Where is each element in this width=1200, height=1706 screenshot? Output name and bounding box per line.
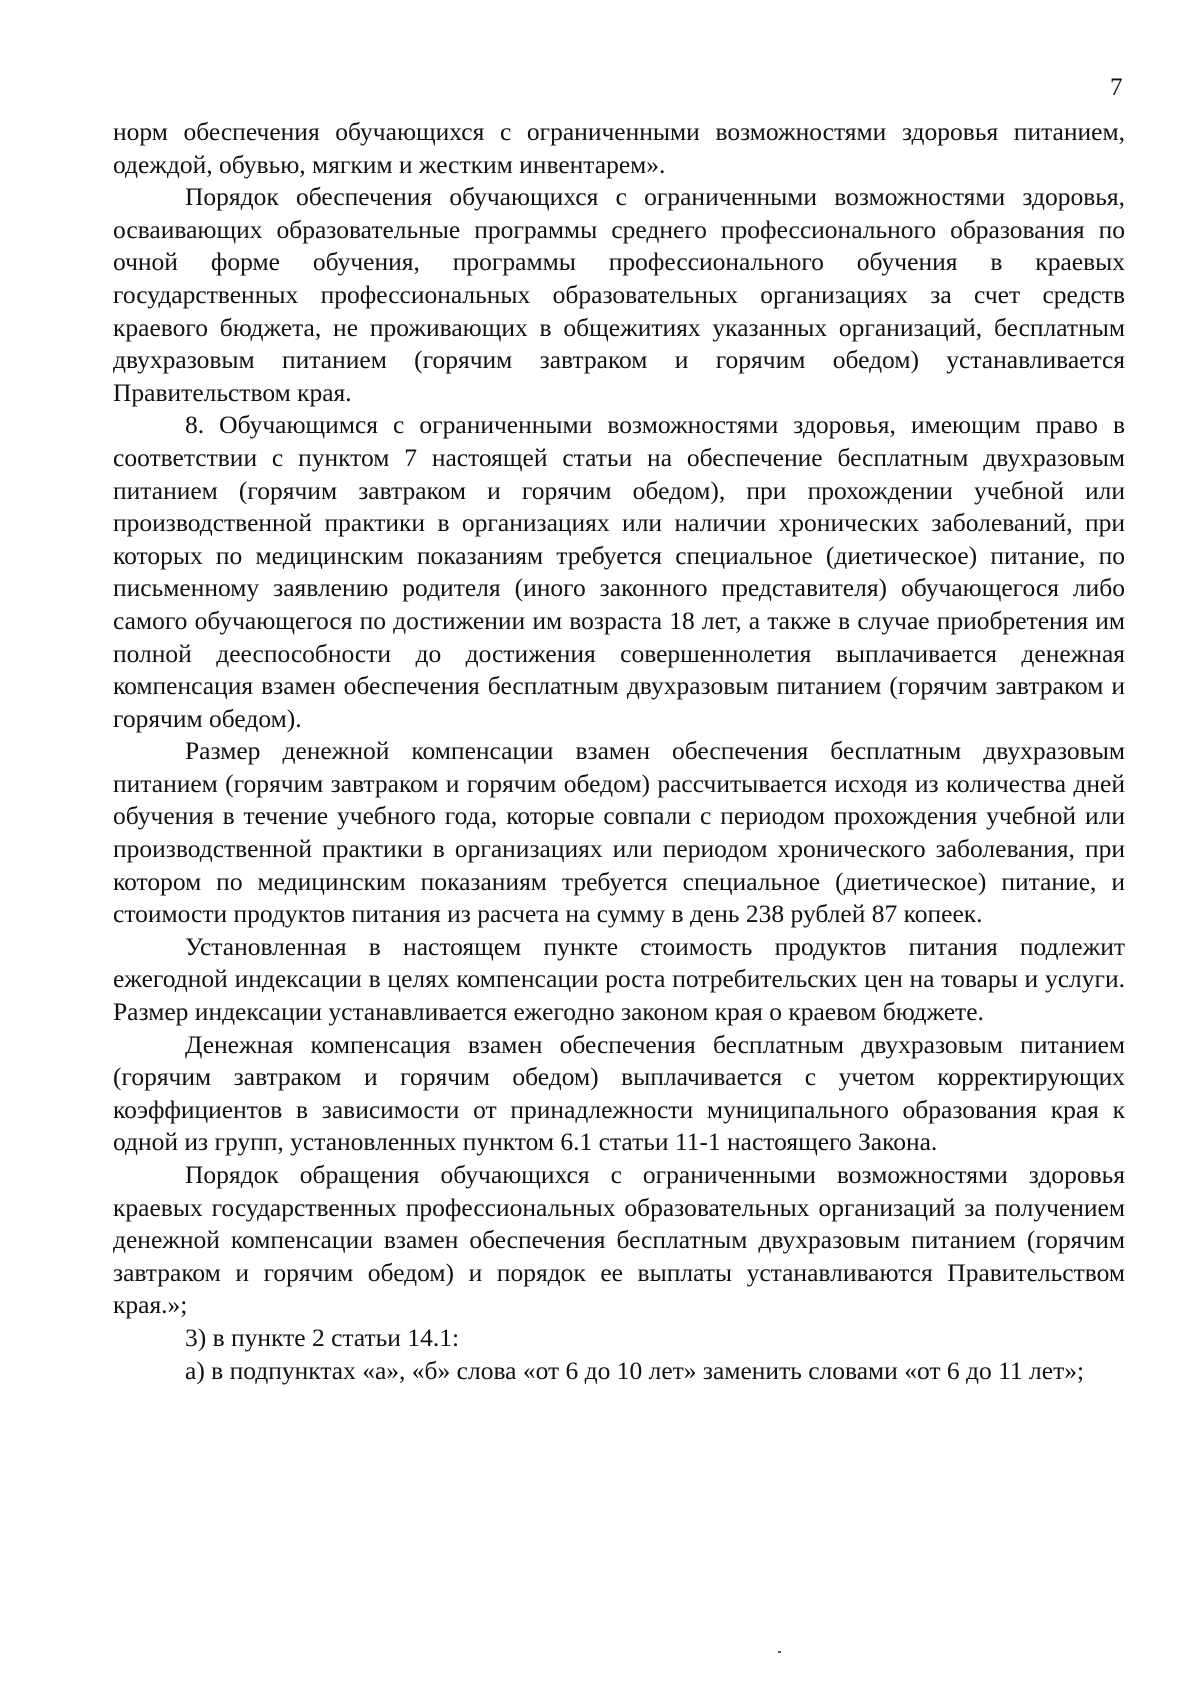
paragraph: Порядок обращения обучающихся с ограниченными возможностями здоровья краевых государственных профессиональных образовательных организаций за получением денежной компенсации взамен обеспечения бесплатным двухразовым питанием (горячим завтраком и горячим обедом) и порядок ее выплаты устанавливаются Правительством края.»; xyxy=(113,1160,1125,1320)
paragraph: Порядок обеспечения обучающихся с ограниченными возможностями здоровья, осваивающих образовательные программы среднего профессионального образования по очной форме обучения, программы профессионального обучения в краевых государственных профессиональных образовательных организациях за счет средств краевого бюджета, не проживающих в общежитиях указанных организаций, бесплатным двухразовым питанием (горячим завтраком и горячим обедом) устанавливается Правительством края. xyxy=(113,182,1125,407)
scan-artifact-dot xyxy=(778,1651,781,1653)
paragraph: Размер денежной компенсации взамен обеспечения бесплатным двухразовым питанием (горячим завтраком и горячим обедом) рассчитывается исходя из количества дней обучения в течение учебного года, которые совпали с периодом прохождения учебной или производственной практики в организациях или периодом хронического заболевания, при котором по медицинским показаниям требуется специальное (диетическое) питание, и стоимости продуктов питания из расчета на сумму в день 238 рублей 87 копеек. xyxy=(113,736,1125,929)
document-body xyxy=(113,116,1125,1387)
page-number: 7 xyxy=(1110,74,1123,101)
paragraph: 3) в пункте 2 статьи 14.1: xyxy=(185,1322,460,1352)
paragraph: 8. Обучающимся с ограниченными возможностями здоровья, имеющим право в соответствии с пунктом 7 настоящей статьи на обеспечение бесплатным двухразовым питанием (горячим завтраком и горячим обедом), при прохождении учебной или производственной практики в организациях или наличии хронических заболеваний, при которых по медицинским показаниям требуется специальное (диетическое) питание, по письменному заявлению родителя (иного законного представителя) обучающегося либо самого обучающегося по достижении им возраста 18 лет, а также в случае приобретения им полной дееспособности до достижения совершеннолетия выплачивается денежная компенсация взамен обеспечения бесплатным двухразовым питанием (горячим завтраком и горячим обедом). xyxy=(113,410,1125,733)
paragraph: Денежная компенсация взамен обеспечения бесплатным двухразовым питанием (горячим завтраком и горячим обедом) выплачивается с учетом корректирующих коэффициентов в зависимости от принадлежности муниципального образования края к одной из групп, установленных пунктом 6.1 статьи 11-1 настоящего Закона. xyxy=(113,1029,1125,1157)
paragraph: Установленная в настоящем пункте стоимость продуктов питания подлежит ежегодной индексации в целях компенсации роста потребительских цен на товары и услуги. Размер индексации устанавливается ежегодно законом края о краевом бюджете. xyxy=(113,931,1125,1027)
paragraph: а) в подпунктах «а», «б» слова «от 6 до 10 лет» заменить словами «от 6 до 11 лет»; xyxy=(185,1355,1085,1385)
paragraph: норм обеспечения обучающихся с ограниченными возможностями здоровья питанием, одеждой, обувью, мягким и жестким инвентарем». xyxy=(113,117,1125,179)
